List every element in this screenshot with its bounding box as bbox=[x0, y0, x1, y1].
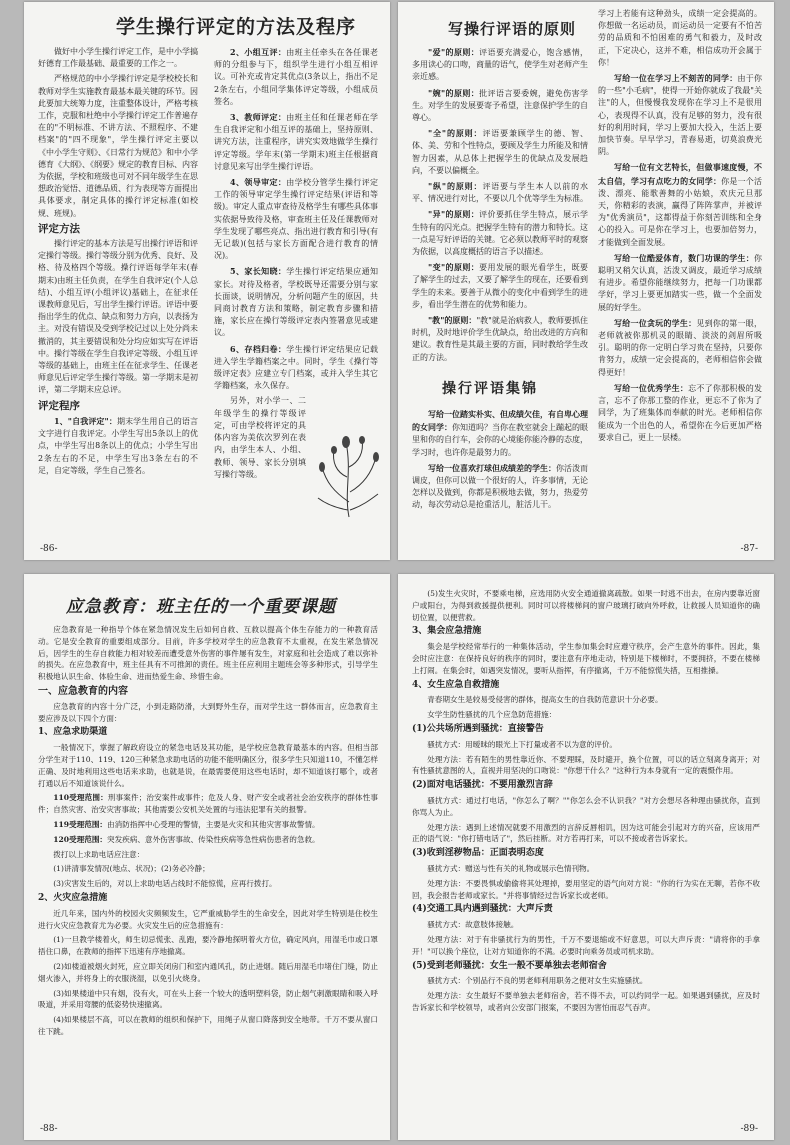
paragraph bbox=[38, 792, 378, 816]
paragraph: (3)如果楼道中只有烟，没有火，可在头上套一个较大的透明塑料袋，防止烟气刺激眼睛和吸入呼吸道，并采用弯腰的低姿势快速撤离。 bbox=[38, 988, 378, 1010]
page-87-col-2 bbox=[598, 8, 762, 447]
paragraph bbox=[598, 161, 762, 248]
paragraph: (1)一旦教学楼着火，师生切忌慌张、乱跑，要冷静地探明着火方位，确定风向，用湿毛巾或口罩捂住口鼻，在教师的指挥下迅速有序地撤离。 bbox=[38, 935, 378, 957]
paragraph bbox=[412, 127, 588, 177]
page-86-col-1 bbox=[38, 46, 198, 480]
hotline-text: 突发疾病、意外伤害事故、传染性疾病等急性病伤患者的急救。 bbox=[107, 834, 320, 844]
sample-text: 你聪明又稍欠认真，活泼又调皮，最近学习成绩有进步。希望你能继续努力，把每一门功课都学好，学习上要更加踏实一些，做一个全面发展的好学生。 bbox=[598, 253, 762, 312]
subsection-heading: 1、应急求助渠道 bbox=[38, 727, 108, 738]
step-label: 3、教师评定： bbox=[230, 112, 287, 123]
paragraph bbox=[598, 317, 762, 379]
paragraph: 集会是学校经常举行的一种集体活动，学生参加集会时应遵守秩序，会产生意外的事件。因此，集会时应注意：在保持良好的秩序的同时，要注意有序地走动，特别是下楼梯时，不要拥挤，不要在楼梯上打闹。在集会时，如遇突发情况，要听从指挥，有序撤离，千万不能惊慌失措，互相推搡。 bbox=[412, 642, 760, 675]
principle-text: 评语要充满爱心，饱含感情，多用读心的口吻，商量的语气，使学生对老师产生亲近感。 bbox=[412, 48, 588, 82]
subsection-heading: 2、火灾应急措施 bbox=[38, 892, 108, 903]
paragraph bbox=[214, 176, 378, 262]
hotline-label: 119受理范围： bbox=[53, 819, 108, 829]
sample-text: 见到你的第一眼，老师就被你那机灵的眼睛、淡淡的剑眉所吸引。聪明的你一定明白学习贵在坚持，只要你肯努力，成绩一定会提高的，老师相信你会做得更好！ bbox=[598, 318, 763, 377]
page-89 bbox=[398, 574, 774, 1140]
page-86 bbox=[24, 2, 390, 560]
paragraph: 骚扰方式：赠送与性有关的礼物或展示色情刊物。 bbox=[427, 863, 595, 873]
paragraph: (1)讲清事发情况(地点、状况)；(2)务必冷静； bbox=[53, 864, 210, 874]
principle-text: 评语要与学生本人以前的水平、情况进行对比，不要以几个优等学生为标准。 bbox=[412, 182, 589, 204]
page-88-body bbox=[38, 624, 378, 1041]
sample-label: 写给一位有文艺特长，但做事速度慢，不太自信，学习有点吃力的女同学： bbox=[598, 162, 762, 186]
paragraph: (3)灾害发生后的，对以上求助电话占线时不能惊慌，应再行拨打。 bbox=[53, 879, 277, 889]
paragraph: 处理方法：不要畏惧或偷偷将其处理掉，要用坚定的语气向对方说："你的行为实在无聊，若你不收回，我会报告老师或家长。"并将事情经过告诉家长或老师。 bbox=[412, 878, 760, 900]
hotline-text: 由消防指挥中心受理的警情，主要是火灾和其他灾害事故警情。 bbox=[107, 819, 320, 829]
sample-label: 写给一位优秀学生： bbox=[614, 382, 689, 393]
principle-text: "教"就是治病救人，教师要抓住时机，及时地评价学生优缺点，给出改进的方向和建议。教育性是其最主要的方面，同时教给学生改正的方法。 bbox=[412, 316, 588, 362]
paragraph: 近几年来，国内外的校园火灾频频发生，它严重威胁学生的生命安全，因此对学生特别是住校生进行火灾应急教育尤为必要。火灾发生后的应急措施有： bbox=[38, 908, 378, 930]
subsection-heading: (3)收到淫秽物品：正面表明态度 bbox=[412, 848, 544, 859]
paragraph bbox=[214, 265, 378, 339]
subsection-heading: (2)面对电话骚扰：不要用激烈言辞 bbox=[412, 780, 553, 791]
paragraph bbox=[412, 46, 588, 84]
paragraph bbox=[598, 252, 762, 314]
step-text: 由班主任牵头在各任课老师的分组参与下，组织学生进行小组互相评议。可补充或肯定其优点(3条以上，指出不足2条左右，小组同学集体评定等级，小组成员签名。 bbox=[214, 48, 378, 106]
hotline-label: 110受理范围： bbox=[53, 793, 108, 803]
paragraph: (2)如楼道被烟火封死，应立即关闭房门和室内通风孔，防止进烟。随后用湿毛巾堵住门缝，防止烟火渗入，并将身上的衣服浇湿，以免引火烧身。 bbox=[38, 961, 378, 983]
sample-text: 你知道吗？当你在教室就会上蹦起的眼里和你的自行车，会你的心境能你能冷静的态度，学习时，也许你是最努力的。 bbox=[412, 423, 588, 457]
principle-text: 批评语言要委婉，避免伤害学生。对学生的发展要寄予希望，注意保护学生的自尊心。 bbox=[412, 88, 588, 123]
page-87-col-1-samples bbox=[412, 408, 588, 515]
page-88 bbox=[24, 574, 390, 1140]
paragraph bbox=[38, 834, 378, 846]
paragraph bbox=[412, 314, 588, 364]
paragraph: 严格规范的中小学操行评定是学校校长和教师对学生实施教育最基本最关键的环节。因此要加大统筹力度，注重整体设计，严格考核工作，克服和杜绝中小学操行评定工作普遍存在的"不明标准、不讲方法、不照程序、不建档案"的"四不现象"，学生操行评定主要以《中小学生守则》、《日常行为规范》和中小学德育《大纲》、《纲要》规定的教育目标、内容为依据，学校和班级也可对不同年级学生在思想政治觉悟、道德品质、行为表现等方面提出具体要求，制定具体的操行评定标准(如校规、班规)。 bbox=[38, 74, 198, 218]
subsection-heading: 4、女生应急自救措施 bbox=[412, 679, 500, 690]
section-heading: 评定方法 bbox=[38, 222, 80, 235]
plant-illustration bbox=[314, 422, 384, 522]
principle-label: "教"的原则： bbox=[428, 315, 477, 326]
sample-label: 写给一位踏实朴实、但成绩欠佳，有自卑心理的女同学： bbox=[412, 409, 588, 433]
sample-label: 写给一位在学习上不刻苦的同学： bbox=[614, 73, 738, 84]
page-87-col-1 bbox=[412, 46, 588, 367]
paragraph bbox=[214, 343, 378, 393]
paragraph: 处理方法：遇到上述情况就要不用激烈的言辞反唇相讥，因为这可能会引起对方的兴奋，应该用严正的语气说："你打错电话了"，然后挂断。对方若再打来，可以不接或者告诉家长。 bbox=[412, 822, 760, 844]
step-text: 期末学生用自己的语言文字进行自我评定。小学生写出5条以上的优点，中学生写出8条以上的优点；小学生写出2条左右的不足，中学生写出3条左右的不足，自定等级，学生自己签名。 bbox=[38, 416, 198, 475]
step-label: 2、小组互评： bbox=[230, 47, 287, 57]
principle-text: 评语要兼顾学生的德、智、体、美、劳和个性特点，要顾及学生力所能及和情智力因素，从总体上把握学生的优缺点及发展趋向，不要以偏概全。 bbox=[412, 129, 589, 175]
subsection-heading: (4)交通工具内遇到骚扰：大声斥责 bbox=[412, 904, 553, 915]
step-text: 由班主任和任课老师在学生自我评定和小组互评的基础上，坚持原则、讲究方法，注重程序，讲究实效地做学生操行评定等级。学年末(第一学期末)班主任根据商讨意见来写出学生操行评语。 bbox=[214, 113, 378, 171]
sample-label: 写给一位喜欢打球但成绩差的学生： bbox=[428, 462, 556, 473]
paragraph bbox=[214, 111, 378, 173]
paragraph: 学习上若能有这种劲头，成绩一定会提高的。你想做一名运动员，而运动员一定要有不怕苦劳的品质和不怕困难的勇气和毅力，及时改正，下定决心，这并不难，相信成功开会属于你！ bbox=[598, 9, 762, 67]
paragraph: 处理方法：若有陌生的男性靠近你、不要理睬，及时避开，换个位置，可以的话立刻离身离开；对有性骚扰意图的人，直视并用坚决的口吻说："你想干什么？"这种行为本身就有一定的震慑作用。 bbox=[412, 754, 760, 776]
paragraph: 应急教育的内容十分广泛，小到走路防滑，大到野外生存，而对学生这一群体而言，应急教育主要应涉及以下四个方面： bbox=[38, 701, 378, 723]
paragraph: 操行评定的基本方法是写出操行评语和评定操行等级。操行等级分别为优秀、良好、及格、待及格四个等级。操行评语每学年末(春期末)由班主任负责，在学生自我评定(个人总结)、小组互评(小组评议)基础上，在征求任课教师意见后，写出学生操行评语。评语中要指出学生的优点、缺点和努力方向，以表扬为主。对没有错误及受到学校记过以上处分尚未撤消的，其主要错误和处分均应如实写在评语中。操行等级在学生自我评定等级、小组互评等级的基础上，由班主任在征求学生、任课老师意见后评定学生操行等级。第一学期末是初评，第二学期末应总评。 bbox=[38, 239, 198, 395]
sample-text: 由于你的一些"小毛病"，使得一开始你就成了我最"关注"的人，但慢慢我发现你在学习上不是很用心，表现得不认真，没有足够的努力，没有很好的利用时间，学习上要加大投入，生活上要加快节奏。早早学习，青春易逝，切莫浪费光阴。 bbox=[598, 74, 763, 157]
page-86-title: 学生操行评定的方法及程序 bbox=[116, 16, 357, 38]
paragraph bbox=[38, 415, 198, 477]
paragraph bbox=[598, 382, 762, 444]
paragraph: 骚扰方式：通过打电话，"你怎么了啊？""你怎么会不认识我？"对方会想尽各种理由骚扰你，直到你骂人为止。 bbox=[412, 795, 760, 817]
step-text: 学生操行评定结果应通知家长。对待及格者，学校既导还需要分别与家长面谈，说明情况，分析问题产生的原因，共同商讨教育方法和策略，制定教育步骤和措施，家长应在操行等级评定表内签署意见或建议。 bbox=[214, 267, 378, 338]
principle-label: "异"的原则： bbox=[428, 209, 480, 220]
page-number: -89- bbox=[740, 1124, 758, 1134]
page-89-body bbox=[412, 588, 760, 1017]
sample-label: 写给一位酷爱体育，数门功课的学生： bbox=[614, 252, 754, 263]
section-banner: 操行评语集锦 bbox=[442, 381, 538, 397]
subsection-heading: 3、集会应急措施 bbox=[412, 626, 482, 637]
paragraph: (4)如果楼层不高，可以在教师的组织和保护下，用绳子从窗口降落到安全地带。千万不要从窗口往下跳。 bbox=[38, 1015, 378, 1036]
paragraph: 青春期女生是较易受侵害的群体，提高女生的自我防范意识十分必要。 bbox=[427, 695, 663, 705]
paragraph: 应急教育是一种指导个体在紧急情况发生后如何自救、互救以提高个体生存能力的一种教育活动。它是安全教育的重要组成部分。目前，许多学校对学生的应急教育不太重视，在发生紧急情况后，因学生的生存自救能力相对较差而遭受意外伤害的事件屡有发生，对家庭和社会造成了难以弥补的损失。在应急教育中，班主任具有不可推卸的责任。班主任应利用主题班会等多种形式，引导学生积极地认识生命、体验生命、进而热爱生命、珍惜生命。 bbox=[38, 625, 378, 682]
section-heading: 评定程序 bbox=[38, 399, 80, 412]
paragraph: 处理方法：对于有非骚扰行为的男性，千万不要退缩或不好意思，可以大声斥责："请将你的手拿开！"可以换个座位，让对方知道你的不满。必要时向乘务员或司机求助。 bbox=[412, 934, 760, 956]
paragraph: 另外，对小学一、二年级学生的操行等级评定，可由学校将评定的具体内容为美依次罗列在表内，由学生本人、小组、教师、领导、家长分别填写操行等级。 bbox=[214, 396, 306, 479]
page-88-title: 应急教育：班主任的一个重要课题 bbox=[66, 597, 336, 617]
paragraph bbox=[38, 819, 378, 831]
step-label: 4、领导审定： bbox=[230, 177, 287, 188]
hotline-label: 120受理范围： bbox=[53, 834, 108, 844]
step-label: 5、家长知晓： bbox=[230, 266, 287, 277]
paragraph bbox=[412, 180, 588, 205]
sample-text: 你活泼而调皮，但你可以做一个很好的人，许多事情，无论怎样以及做到，你都是积极地去做，努力，热爱劳动，每次劳动总是抢重活儿，脏活儿干。 bbox=[412, 463, 588, 510]
paragraph bbox=[412, 462, 588, 512]
paragraph: (5)发生火灾时，不要乘电梯，应选用防火安全通道撤离疏散。如果一时逃不出去，在房内要靠近窗户或阳台，为得到救援提供便利。同时可以将楼梯间的窗户玻璃打破向外呼救，让救援人员知道你的确切位置，以便营救。 bbox=[412, 589, 760, 622]
page-number: -88- bbox=[40, 1124, 58, 1134]
sample-label: 写给一位贪玩的学生： bbox=[614, 317, 697, 328]
page-number: -86- bbox=[40, 544, 58, 554]
paragraph bbox=[412, 408, 588, 459]
step-text: 由学校分管学生操行评定工作的领导审定学生操行评定结果(评语和等级)。审定人重点审查待及格学生有哪些具体事实依据导致待及格，审查班主任及任课教师对学生发现了哪些亮点、指出进行教育和引导(有无记载)(包括与家长方面配合进行教育的情况)。 bbox=[214, 178, 378, 261]
hotline-text: 刑事案件；治安案件或事件；危及人身、财产安全或者社会治安秩序的群体性事件；自然灾害、治安灾害事故；其他需要公安机关处置的与违法犯罪有关的报警。 bbox=[38, 793, 378, 815]
paragraph: 女学生防性骚扰的几个应急防范措施： bbox=[427, 710, 557, 720]
page-86-col-2 bbox=[214, 46, 378, 484]
principle-label: "婉"的原则： bbox=[428, 87, 480, 98]
paragraph: 骚扰方式：个别品行不良的男老师利用职务之便对女生实施骚扰。 bbox=[427, 976, 648, 986]
subsection-heading: (1)公共场所遇到骚扰：直接警告 bbox=[412, 723, 544, 734]
step-text: 学生操行评定结果应记载进入学生学籍档案之中。同时，学生《操行等级评定表》应建立专门档案，或并入学生其它学籍档案，永久保存。 bbox=[214, 344, 378, 391]
paragraph: 骚扰方式：用暧昧的眼光上下打量或者不以为意的评价。 bbox=[427, 739, 618, 749]
principle-label: "变"的原则： bbox=[428, 262, 480, 273]
paragraph: 拨打以上求助电话应注意： bbox=[53, 849, 145, 859]
paragraph bbox=[412, 208, 588, 258]
sample-text: 忘不了你那积极的发言，忘不了你那工整的作业，更忘不了你为了同学，为了班集体而奉献的时光。老师相信你能成为一个出色的人，希望你在今后更加严格要求自己，更上一层楼。 bbox=[598, 383, 763, 442]
page-87-title: 写操行评语的原则 bbox=[448, 20, 577, 38]
paragraph bbox=[214, 46, 378, 108]
page-87 bbox=[398, 2, 774, 560]
paragraph bbox=[598, 72, 762, 158]
principle-text: 评价要抓住学生特点，展示学生特有的闪光点。把握学生特有的潜力和特长。这一点是写好评语的关键。它必须以教师平时的观察为依据，以高度概括的语言予以描述。 bbox=[412, 210, 588, 257]
principle-text: 要用发展的眼光看学生，既要了解学生的过去，又要了解学生的现在，还要看到学生的未来。要善于从微小的变化中看到学生的进步，看出学生潜在的优势和能力。 bbox=[412, 263, 588, 309]
page-number: -87- bbox=[740, 544, 758, 554]
paragraph: 一般情况下，掌握了解政府设立的紧急电话及其功能，是学校应急教育最基本的内容。但相当部分学生对于110、119、120三种紧急求助电话的功能不能明确区分，很多学生只知道110，不懂怎样正确、及时地利用这些电话来求助，也就是说，在最需要使用这些电话时，却不知道该打哪个，或者打通以后不知道该说什么。 bbox=[38, 743, 378, 788]
paragraph: 做好中小学生操行评定工作，是中小学搞好德育工作最基础、最重要的工作之一。 bbox=[38, 47, 198, 69]
step-label: 6、存档归卷： bbox=[230, 343, 287, 354]
principle-label: "纵"的原则： bbox=[428, 181, 483, 192]
sample-text: 你是一个活泼、漂亮、能歌善舞的小姑娘，欢庆元旦那天，你精彩的表演，赢得了阵阵掌声，并被评为"优秀演员"，这都得益于你刻苦训练和全身心的投入。可是你在学习上，也要加倍努力，才能做到全面发展。 bbox=[598, 176, 763, 247]
step-label: 1、"自我评定"： bbox=[54, 415, 117, 426]
principle-label: "全"的原则： bbox=[428, 128, 483, 139]
subsection-heading: (5)受到老师骚扰：女生一般不要单独去老师宿舍 bbox=[412, 960, 607, 971]
paragraph bbox=[412, 87, 588, 125]
principle-label: "爱"的原则： bbox=[428, 47, 480, 57]
paragraph bbox=[412, 261, 588, 311]
section-heading: 一、应急教育的内容 bbox=[38, 685, 128, 697]
paragraph: 处理方法：女生最好不要单独去老师宿舍，若不得不去，可以约同学一起。如果遇到骚扰，应及时告诉家长和学校领导，或者向公安部门报案，不要因为害怕而忍气吞声。 bbox=[412, 991, 760, 1012]
paragraph: 骚扰方式：故意肢体接触。 bbox=[427, 920, 519, 930]
